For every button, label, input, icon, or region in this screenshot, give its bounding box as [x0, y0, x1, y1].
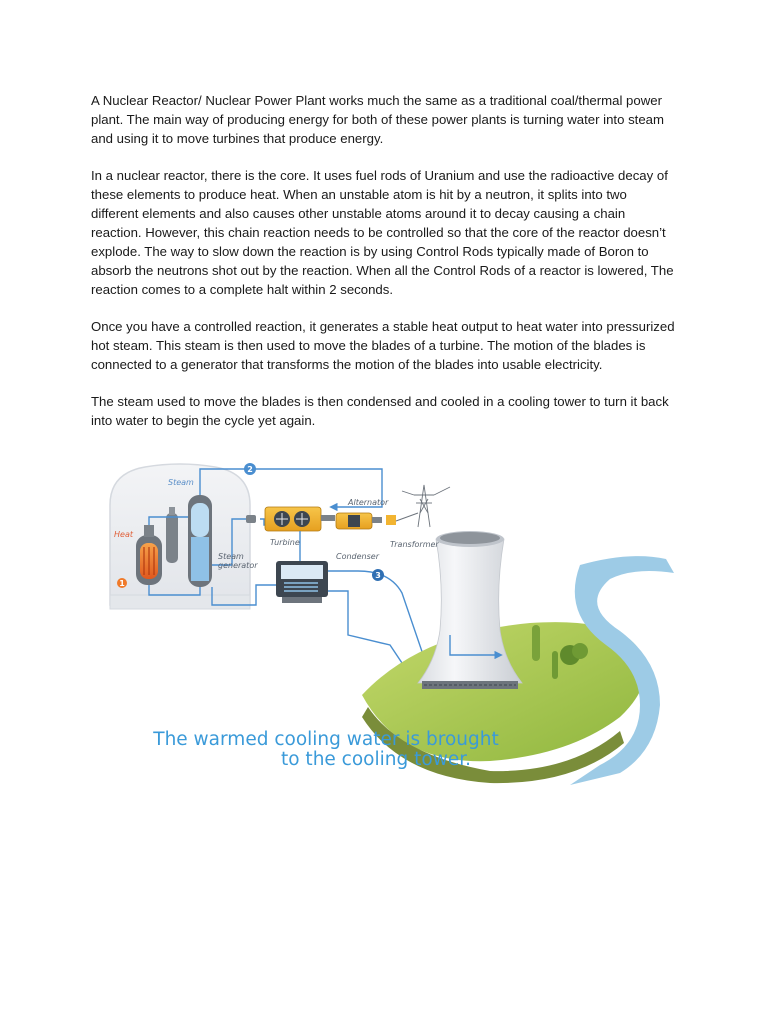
step-2-label: 2 — [247, 465, 253, 474]
label-heat: Heat — [114, 530, 133, 539]
step-1-label: 1 — [119, 579, 125, 588]
condenser — [276, 561, 328, 603]
turbine — [265, 507, 335, 531]
caption-line-2: to the cooling tower. — [280, 749, 472, 770]
steam-generator — [188, 495, 212, 587]
nuclear-plant-diagram — [100, 455, 680, 785]
alternator — [336, 513, 382, 529]
diagram-svg — [100, 455, 680, 785]
caption-line-1: The warmed cooling water is brought — [153, 729, 499, 750]
pressurizer — [166, 507, 178, 563]
cooling-tower — [418, 531, 522, 689]
label-alternator: Alternator — [348, 498, 389, 507]
paragraph-steam: Once you have a controlled reaction, it generates a stable heat output to heat water into pressurized hot steam. This steam is then used to move the blades of a turbine. The motion of the blades is connected to a generator that transforms the motion of the blades into usable electricity. — [91, 319, 675, 372]
transformer — [386, 513, 418, 525]
pump-icon — [246, 515, 256, 523]
label-condenser: Condenser — [336, 552, 379, 561]
step-3-label: 3 — [375, 571, 381, 580]
document-text — [91, 91, 677, 448]
paragraph-core: In a nuclear reactor, there is the core. It uses fuel rods of Uranium and use the radioactive decay of these elements to produce heat. When an unstable atom is hit by a neutron, it splits into two different elements and also causes other unstable atoms around it to decay causing a chain reaction. However, this chain reaction needs to be controlled so that the core of the reactor doesn’t explode. The way to slow down the reaction is by using Control Rods typically made of Boron to absorb the neutrons shot out by the reaction. When all the Control Rods of a reactor is lowered, The reaction comes to a complete halt within 2 seconds. — [91, 168, 674, 297]
paragraph-intro: A Nuclear Reactor/ Nuclear Power Plant works much the same as a traditional coal/thermal power plant. The main way of producing energy for both of these power plants is turning water into steam and using it to move turbines that produce energy. — [91, 93, 664, 146]
label-steam-generator-1: Steam — [218, 552, 244, 561]
paragraph-cycle: The steam used to move the blades is then condensed and cooled in a cooling tower to turn it back into water to begin the cycle yet again. — [91, 394, 669, 428]
label-transformer: Transformer — [390, 540, 439, 549]
label-turbine: Turbine — [270, 538, 300, 547]
label-steam: Steam — [168, 478, 194, 487]
label-steam-generator-2: generator — [218, 561, 258, 570]
power-pylon — [402, 485, 450, 527]
